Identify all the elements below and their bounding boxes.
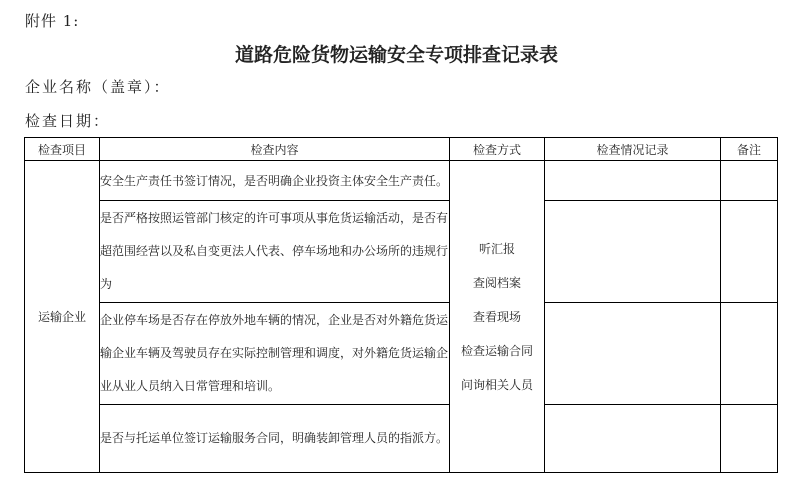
- content-cell: 是否严格按照运管部门核定的许可事项从事危货运输活动，是否有超范围经营以及私自变更法人代表、停车场地和办公场所的违规行为: [100, 201, 450, 303]
- method-item: 查看现场: [472, 309, 521, 324]
- content-cell: 企业停车场是否存在停放外地车辆的情况，企业是否对外籍危货运输企业车辆及驾驶员存在实际控制管理和调度，对外籍危货运输企业从业人员纳入日常管理和培训。: [100, 303, 450, 405]
- table-row: [25, 201, 778, 303]
- table-header-row: [25, 138, 778, 161]
- table-row: [25, 161, 778, 201]
- inspection-record-table: [24, 137, 778, 473]
- column-header-record: 检查情况记录: [545, 138, 721, 161]
- content-cell: 安全生产责任书签订情况，是否明确企业投资主体安全生产责任。: [100, 161, 450, 201]
- remark-cell[interactable]: [721, 405, 778, 473]
- method-item: 检查运输合同: [460, 343, 533, 358]
- inspection-date-label: 检查日期：: [25, 112, 111, 130]
- remark-cell[interactable]: [721, 201, 778, 303]
- column-header-method: 检查方式: [450, 138, 545, 161]
- inspection-item-cell: 运输企业: [25, 161, 100, 473]
- content-cell: 是否与托运单位签订运输服务合同，明确装卸管理人员的指派方。: [100, 405, 450, 473]
- method-item: 听汇报: [478, 241, 515, 256]
- company-name-label: 企业名称（盖章）：: [25, 78, 171, 96]
- table-row: [25, 303, 778, 405]
- page-title: 道路危险货物运输安全专项排查记录表: [234, 44, 558, 66]
- record-cell[interactable]: [545, 161, 721, 201]
- method-item: 查阅档案: [472, 275, 521, 290]
- method-item: 问询相关人员: [460, 377, 533, 392]
- column-header-content: 检查内容: [100, 138, 450, 161]
- table-row: [25, 405, 778, 473]
- column-header-remark: 备注: [721, 138, 778, 161]
- attachment-label: 附件 1:: [25, 12, 80, 30]
- record-cell[interactable]: [545, 303, 721, 405]
- remark-cell[interactable]: [721, 303, 778, 405]
- method-cell: [450, 161, 545, 473]
- column-header-item: 检查项目: [25, 138, 100, 161]
- remark-cell[interactable]: [721, 161, 778, 201]
- record-cell[interactable]: [545, 405, 721, 473]
- record-cell[interactable]: [545, 201, 721, 303]
